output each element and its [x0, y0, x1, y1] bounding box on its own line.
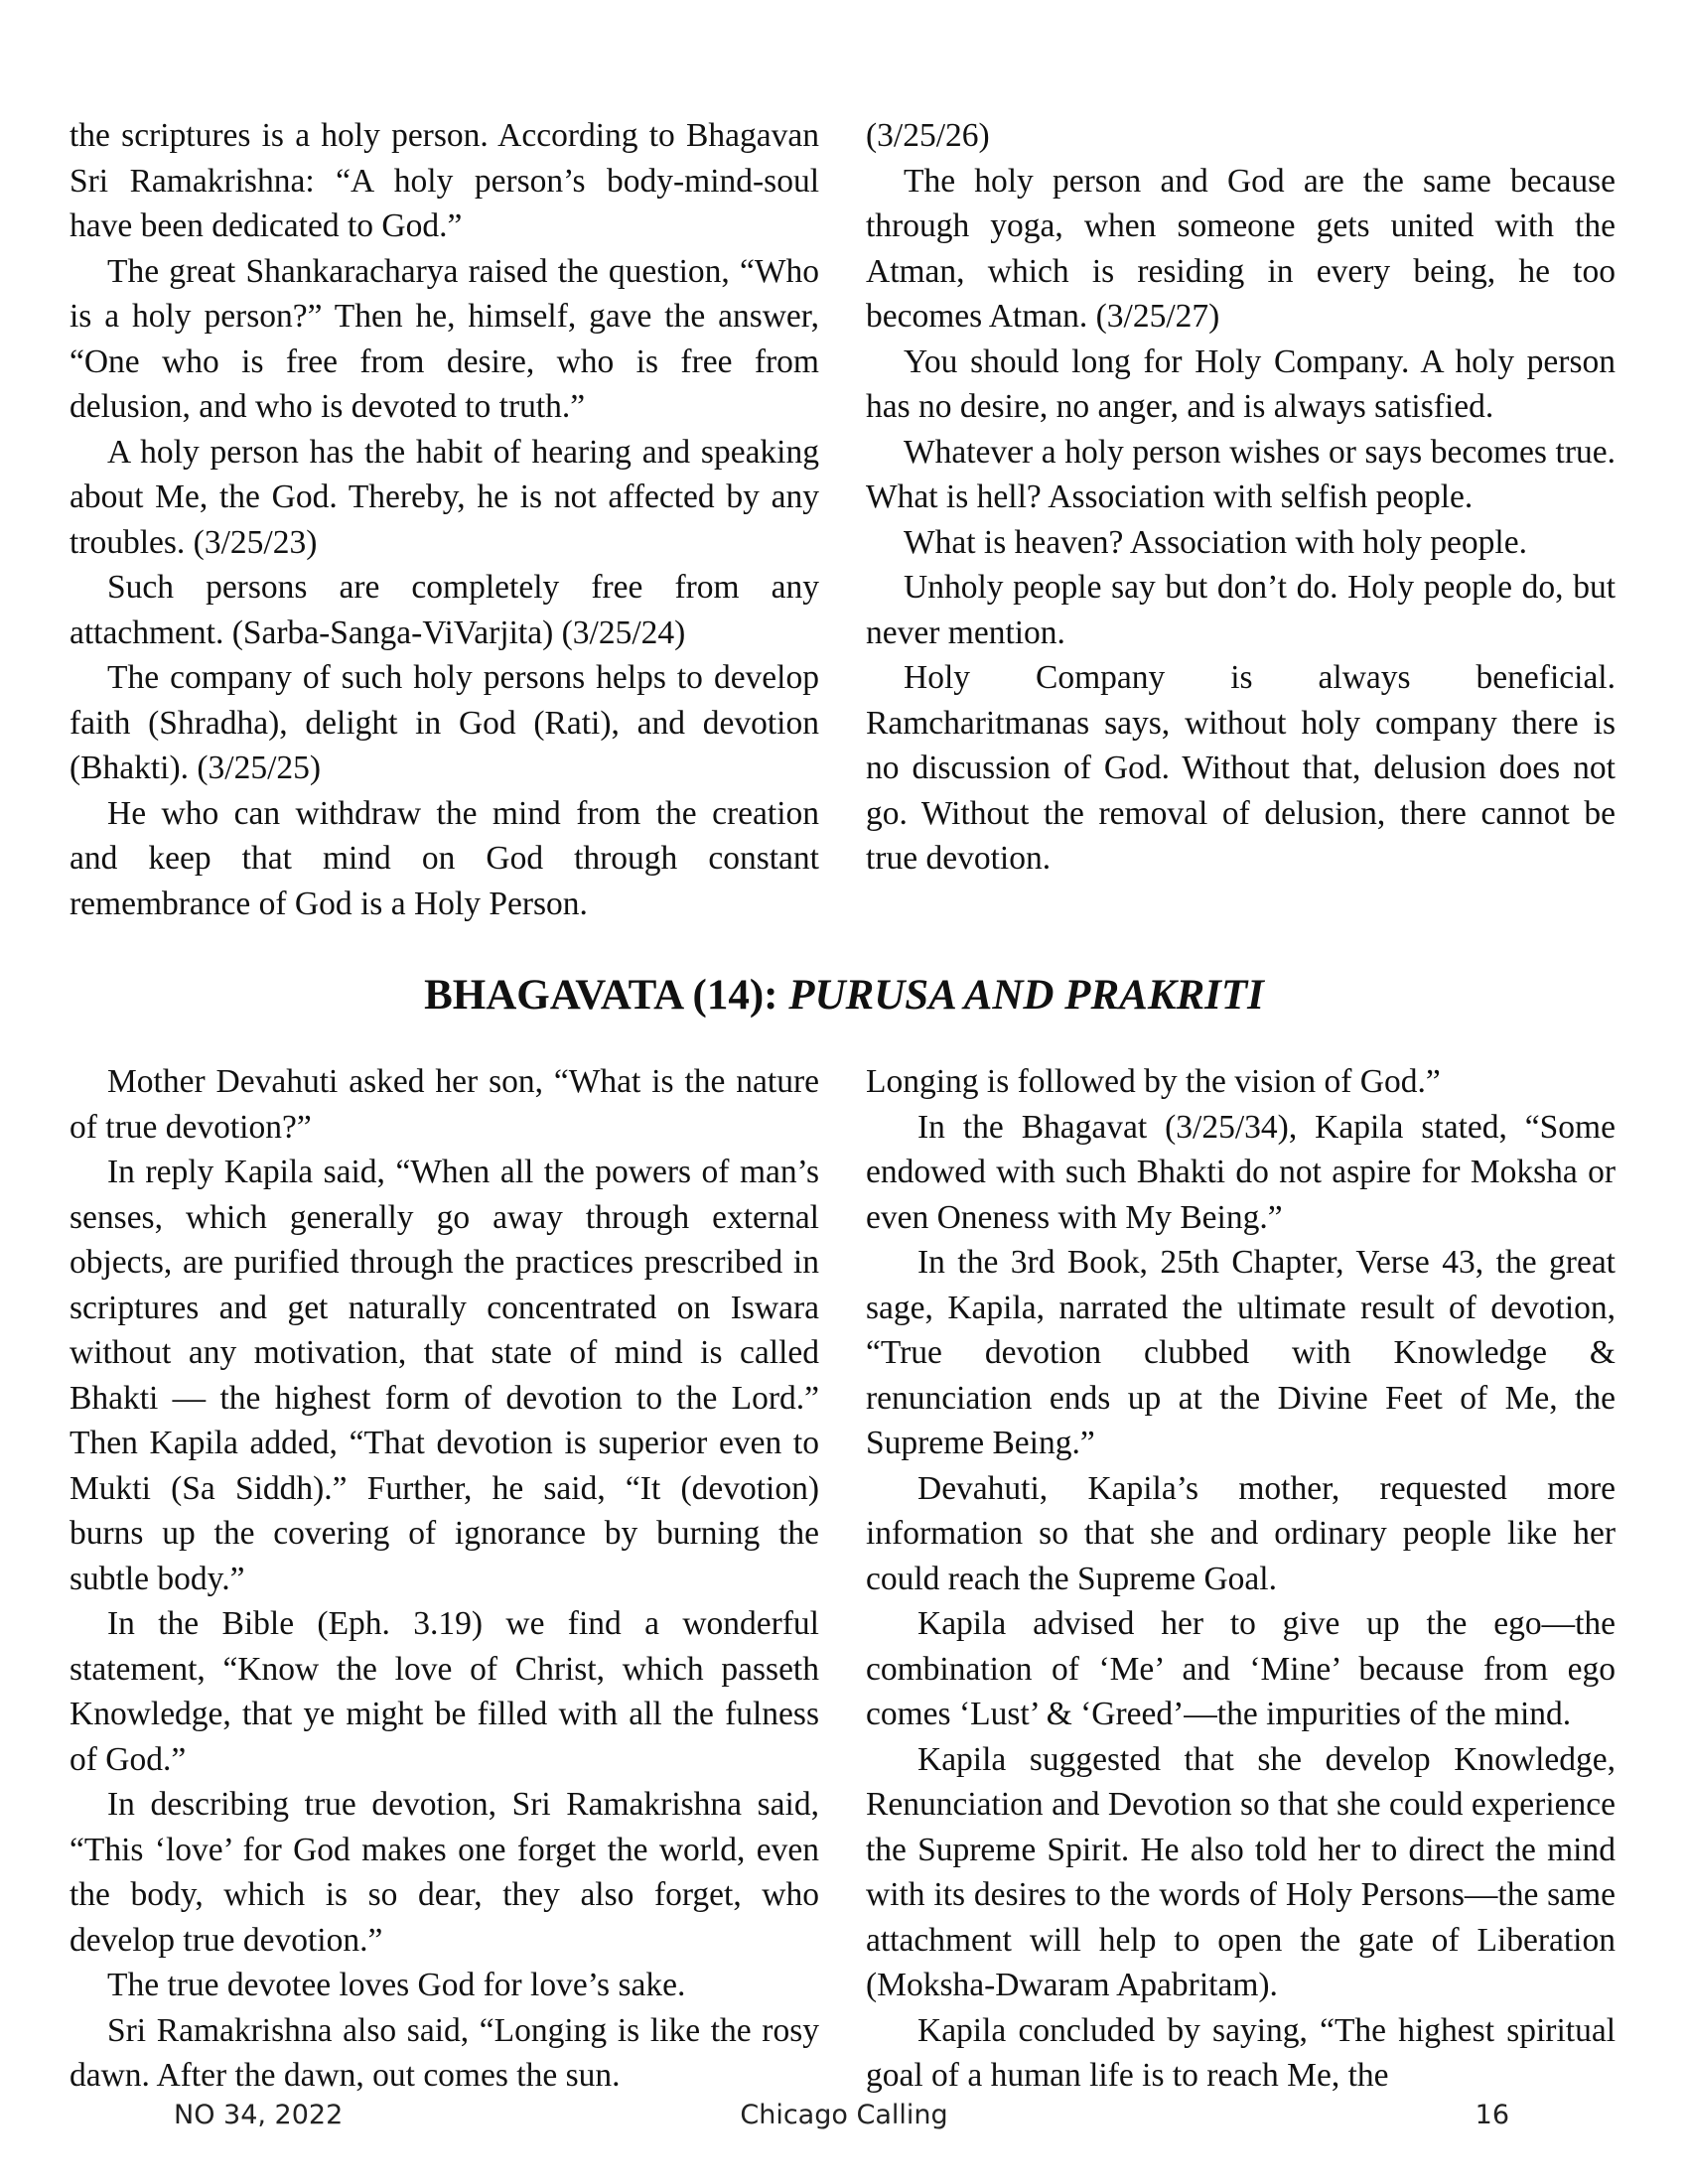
- paragraph: The true devotee loves God for love’s sake.: [107, 1967, 686, 2003]
- paragraph: In the 3rd Book, 25th Chapter, Verse 43, the great sage, Kapila, narrated the ultimate result of devotion, “True devotion clubbed with Knowledge & renunciation ends up at the Divine Feet of Me, the Supreme Being.”: [866, 1244, 1616, 1461]
- section-heading: [0, 968, 1688, 1024]
- paragraph: Mother Devahuti asked her son, “What is the nature of true devotion?”: [70, 1063, 819, 1146]
- paragraph: In the Bible (Eph. 3.19) we find a wonderful statement, “Know the love of Christ, which passeth Knowledge, that ye might be filled with all the fulness of God.”: [70, 1605, 819, 1778]
- top-left-column: [70, 113, 819, 926]
- paragraph: The great Shankaracharya raised the question, “Who is a holy person?” Then he, himself, gave the answer, “One who is free from desire, who is free from delusion, and who is devoted to truth.”: [70, 252, 819, 425]
- footer-publication-title: Chicago Calling: [740, 2100, 948, 2130]
- paragraph: A holy person has the habit of hearing and speaking about Me, the God. Thereby, he is not affected by any troubles. (3/25/23): [70, 433, 819, 561]
- paragraph: Such persons are completely free from any attachment. (Sarba-Sanga-ViVarjita) (3/25/24): [70, 569, 819, 651]
- paragraph: The company of such holy persons helps to develop faith (Shradha), delight in God (Rati), and devotion (Bhakti). (3/25/25): [70, 659, 819, 786]
- paragraph: Kapila suggested that she develop Knowledge, Renunciation and Devotion so that she could experience the Supreme Spirit. He also told her to direct the mind with its desires to the words of Holy Persons—the same attachment will help to open the gate of Liberation (Moksha-Dwaram Apabritam).: [866, 1740, 1616, 2003]
- bottom-left-column: [70, 1059, 819, 2099]
- paragraph: Kapila advised her to give up the ego—the combination of ‘Me’ and ‘Mine’ because from ego comes ‘Lust’ & ‘Greed’—the impurities of the mind.: [866, 1605, 1616, 1732]
- paragraph: In the Bhagavat (3/25/34), Kapila stated, “Some endowed with such Bhakti do not aspire for Moksha or even Oneness with My Being.”: [866, 1108, 1616, 1236]
- paragraph: Sri Ramakrishna also said, “Longing is like the rosy dawn. After the dawn, out comes the sun.: [70, 2011, 819, 2094]
- paragraph: Longing is followed by the vision of God.”: [866, 1063, 1441, 1100]
- paragraph: You should long for Holy Company. A holy person has no desire, no anger, and is always satisfied.: [866, 342, 1616, 425]
- heading-subtitle: PURUSA AND PRAKRITI: [788, 972, 1264, 1019]
- paragraph: Holy Company is always beneficial. Ramcharitmanas says, without holy company there is no discussion of God. Without that, delusion does not go. Without the removal of delusion, there cannot be true devotion.: [866, 659, 1616, 877]
- paragraph: In describing true devotion, Sri Ramakrishna said, “This ‘love’ for God makes one forget the world, even the body, which is so dear, they also forget, who develop true devotion.”: [70, 1786, 819, 1959]
- paragraph: What is heaven? Association with holy people.: [904, 523, 1527, 561]
- paragraph: Whatever a holy person wishes or says becomes true. What is hell? Association with selfish people.: [866, 433, 1616, 515]
- bottom-right-column: [866, 1059, 1616, 2099]
- footer-issue: NO 34, 2022: [174, 2100, 344, 2130]
- heading-main: BHAGAVATA (14):: [424, 972, 789, 1019]
- footer-page-number: 16: [1475, 2100, 1509, 2130]
- paragraph: He who can withdraw the mind from the creation and keep that mind on God through constant remembrance of God is a Holy Person.: [70, 794, 819, 922]
- paragraph: The holy person and God are the same because through yoga, when someone gets united with the Atman, which is residing in every being, he too becomes Atman. (3/25/27): [866, 162, 1616, 335]
- paragraph: the scriptures is a holy person. According to Bhagavan Sri Ramakrishna: “A holy person’s body-mind-soul have been dedicated to God.”: [70, 117, 819, 244]
- paragraph: Kapila concluded by saying, “The highest spiritual goal of a human life is to reach Me, the: [866, 2011, 1616, 2094]
- paragraph: Devahuti, Kapila’s mother, requested more information so that she and ordinary people like her could reach the Supreme Goal.: [866, 1469, 1616, 1597]
- paragraph: Unholy people say but don’t do. Holy people do, but never mention.: [866, 569, 1616, 651]
- paragraph: (3/25/26): [866, 117, 990, 154]
- top-right-column: [866, 113, 1616, 882]
- paragraph: In reply Kapila said, “When all the powers of man’s senses, which generally go away through external objects, are purified through the practices prescribed in scriptures and get naturally concentrated on Iswara without any motivation, that state of mind is called Bhakti — the highest form of devotion to the Lord.” Then Kapila added, “That devotion is superior even to Mukti (Sa Siddh).” Further, he said, “It (devotion) burns up the covering of ignorance by burning the subtle body.”: [70, 1154, 819, 1597]
